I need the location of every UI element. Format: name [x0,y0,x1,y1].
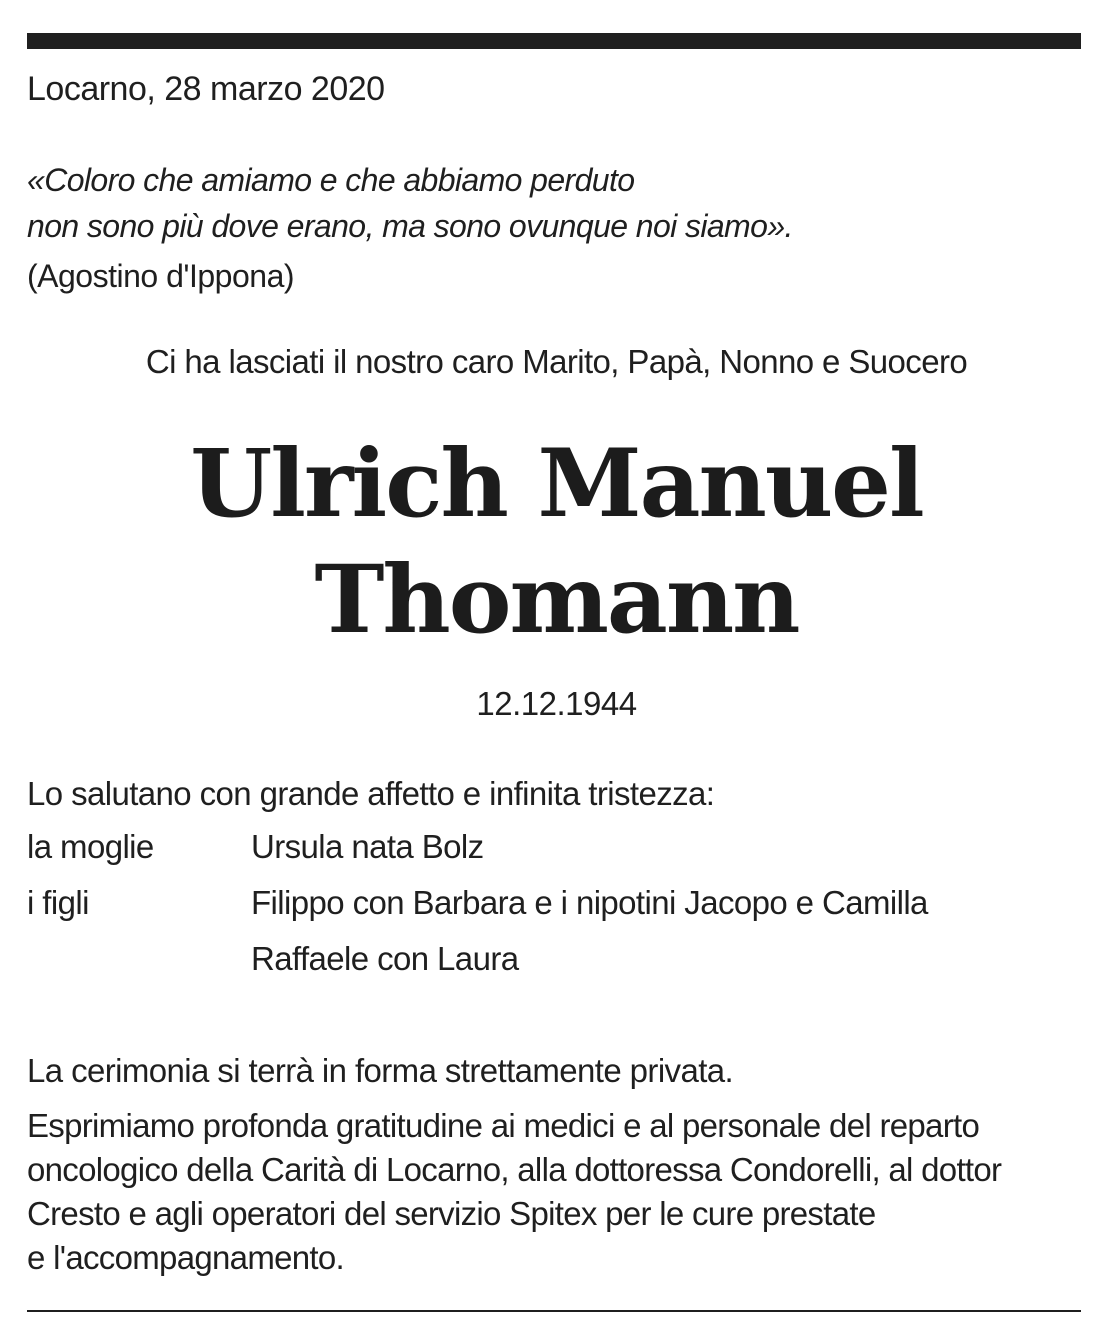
family-names [251,884,1087,996]
family-list [27,828,1087,977]
bottom-divider [27,1310,1081,1312]
family-role: la moglie [27,828,154,865]
family-member: Raffaele con Laura [251,940,519,977]
birth-date: 12.12.1944 [476,685,637,722]
family-row [27,828,1087,884]
quote-line: non sono più dove erano, ma sono ovunque noi siamo». [27,208,793,244]
thanks-line: oncologico della Carità di Locarno, alla dottoressa Condorelli, al dottor [27,1151,1002,1188]
family-member: Filippo con Barbara e i nipotini Jacopo e Camilla [251,884,928,921]
thanks-line: Cresto e agli operatori del servizio Spitex per le cure prestate [27,1195,876,1232]
thanks-line: Esprimiamo profonda gratitudine ai medici e al personale del reparto [27,1107,980,1144]
family-role: i figli [27,884,89,921]
ceremony-notice: La cerimonia si terrà in forma strettamente privata. [27,1052,734,1089]
deceased-name-line: Thomann [314,545,799,655]
place-date: Locarno, 28 marzo 2020 [27,70,385,108]
quote-line: «Coloro che amiamo e che abbiamo perduto [27,162,635,198]
announcement-intro: Ci ha lasciati il nostro caro Marito, Papà, Nonno e Suocero [145,343,968,380]
family-names [251,828,1087,884]
family-row [27,884,1087,977]
quote-author: (Agostino d'Ippona) [27,258,295,294]
deceased-name-line: Ulrich Manuel [190,429,923,539]
mourners-greeting: Lo salutano con grande affetto e infinita tristezza: [27,775,715,812]
thanks-line: e l'accompagnamento. [27,1239,344,1276]
top-divider [27,33,1081,49]
epigraph-quote [27,157,1077,249]
deceased-name [0,426,1113,658]
family-member: Ursula nata Bolz [251,828,484,865]
thanks-paragraph [27,1104,1087,1280]
